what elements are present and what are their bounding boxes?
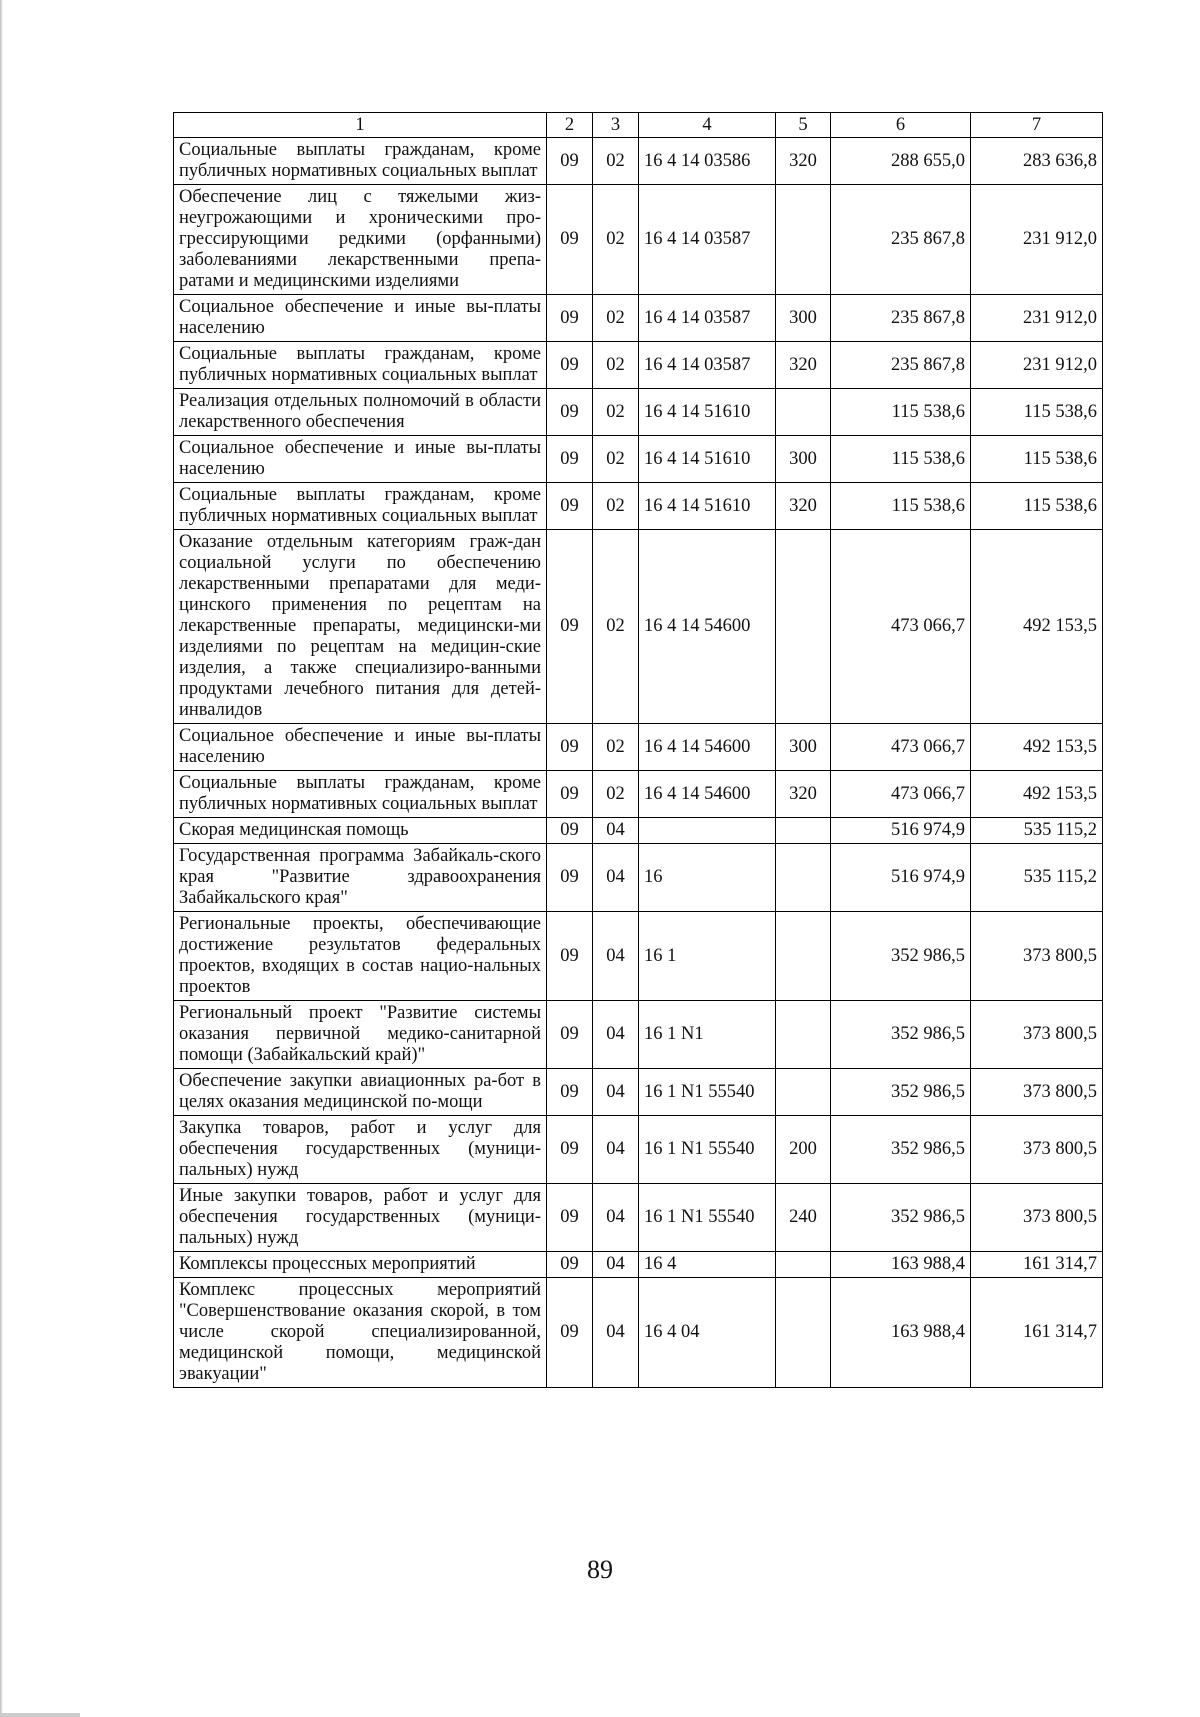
cell-amount-year2: 231 912,0 <box>971 295 1103 342</box>
cell-expense-type: 300 <box>776 295 831 342</box>
cell-section: 09 <box>547 818 593 844</box>
cell-section: 09 <box>547 342 593 389</box>
cell-section: 09 <box>547 1001 593 1069</box>
cell-target-code: 16 4 14 51610 <box>639 436 776 483</box>
cell-amount-year2: 492 153,5 <box>971 724 1103 771</box>
cell-section: 09 <box>547 185 593 295</box>
table-row <box>174 724 1103 771</box>
cell-amount-year1: 473 066,7 <box>831 771 971 818</box>
cell-section: 09 <box>547 1278 593 1388</box>
cell-expense-type: 320 <box>776 483 831 530</box>
cell-amount-year1: 352 986,5 <box>831 1069 971 1116</box>
cell-amount-year1: 352 986,5 <box>831 1116 971 1184</box>
cell-name: Социальное обеспечение и иные вы-платы населению <box>174 436 547 483</box>
cell-expense-type: 200 <box>776 1116 831 1184</box>
cell-target-code: 16 4 14 51610 <box>639 483 776 530</box>
cell-subsection: 04 <box>593 1184 639 1252</box>
cell-section: 09 <box>547 389 593 436</box>
cell-amount-year1: 235 867,8 <box>831 342 971 389</box>
table-row <box>174 185 1103 295</box>
cell-expense-type: 300 <box>776 436 831 483</box>
cell-amount-year1: 473 066,7 <box>831 724 971 771</box>
cell-target-code: 16 <box>639 844 776 912</box>
cell-amount-year1: 115 538,6 <box>831 436 971 483</box>
cell-name: Социальные выплаты гражданам, кроме публичных нормативных социальных выплат <box>174 138 547 185</box>
cell-section: 09 <box>547 1252 593 1278</box>
table-row <box>174 844 1103 912</box>
cell-subsection: 02 <box>593 342 639 389</box>
scan-edge <box>0 0 3 1717</box>
cell-subsection: 02 <box>593 295 639 342</box>
cell-expense-type <box>776 844 831 912</box>
cell-expense-type <box>776 185 831 295</box>
cell-name: Скорая медицинская помощь <box>174 818 547 844</box>
column-header: 7 <box>971 113 1103 138</box>
cell-amount-year2: 161 314,7 <box>971 1252 1103 1278</box>
cell-subsection: 04 <box>593 1069 639 1116</box>
cell-target-code: 16 4 04 <box>639 1278 776 1388</box>
cell-name: Социальное обеспечение и иные вы-платы населению <box>174 295 547 342</box>
cell-target-code: 16 4 14 54600 <box>639 724 776 771</box>
cell-subsection: 02 <box>593 389 639 436</box>
cell-subsection: 02 <box>593 138 639 185</box>
cell-amount-year1: 115 538,6 <box>831 483 971 530</box>
cell-subsection: 02 <box>593 185 639 295</box>
cell-target-code: 16 4 14 54600 <box>639 530 776 724</box>
cell-name: Региональный проект "Развитие системы оказания первичной медико-санитарной помощи (Забайкальский край)" <box>174 1001 547 1069</box>
cell-amount-year1: 352 986,5 <box>831 1184 971 1252</box>
cell-section: 09 <box>547 138 593 185</box>
cell-section: 09 <box>547 1069 593 1116</box>
table-header-row <box>174 113 1103 138</box>
cell-target-code: 16 4 14 51610 <box>639 389 776 436</box>
cell-subsection: 04 <box>593 818 639 844</box>
cell-target-code: 16 4 14 03587 <box>639 342 776 389</box>
cell-name: Социальное обеспечение и иные вы-платы населению <box>174 724 547 771</box>
cell-expense-type <box>776 912 831 1001</box>
cell-target-code: 16 1 N1 <box>639 1001 776 1069</box>
cell-section: 09 <box>547 1184 593 1252</box>
cell-section: 09 <box>547 436 593 483</box>
cell-expense-type <box>776 818 831 844</box>
cell-amount-year2: 115 538,6 <box>971 483 1103 530</box>
cell-amount-year2: 373 800,5 <box>971 1001 1103 1069</box>
table-row <box>174 912 1103 1001</box>
column-header: 3 <box>593 113 639 138</box>
cell-amount-year2: 231 912,0 <box>971 185 1103 295</box>
cell-amount-year2: 373 800,5 <box>971 1069 1103 1116</box>
table-row <box>174 1001 1103 1069</box>
budget-table <box>173 112 1103 1388</box>
cell-target-code: 16 1 <box>639 912 776 1001</box>
cell-name: Региональные проекты, обеспечивающие достижение результатов федеральных проектов, входящих в состав нацио-нальных проектов <box>174 912 547 1001</box>
cell-name: Обеспечение лиц с тяжелыми жиз-неугрожающими и хроническими про-грессирующими редкими (орфанными) заболеваниями лекарственными препа-ратами и медицинскими изделиями <box>174 185 547 295</box>
cell-section: 09 <box>547 771 593 818</box>
cell-expense-type <box>776 1278 831 1388</box>
cell-amount-year2: 492 153,5 <box>971 771 1103 818</box>
cell-amount-year1: 352 986,5 <box>831 912 971 1001</box>
cell-target-code <box>639 818 776 844</box>
page-number: 89 <box>587 1555 613 1584</box>
cell-amount-year2: 373 800,5 <box>971 1184 1103 1252</box>
cell-subsection: 04 <box>593 1001 639 1069</box>
cell-amount-year2: 283 636,8 <box>971 138 1103 185</box>
cell-expense-type <box>776 1069 831 1116</box>
cell-amount-year2: 161 314,7 <box>971 1278 1103 1388</box>
cell-target-code: 16 1 N1 55540 <box>639 1116 776 1184</box>
cell-expense-type: 320 <box>776 342 831 389</box>
cell-amount-year2: 231 912,0 <box>971 342 1103 389</box>
cell-target-code: 16 4 14 54600 <box>639 771 776 818</box>
table-row <box>174 1278 1103 1388</box>
cell-section: 09 <box>547 530 593 724</box>
table-row <box>174 1252 1103 1278</box>
cell-expense-type: 300 <box>776 724 831 771</box>
cell-name: Иные закупки товаров, работ и услуг для обеспечения государственных (муници-пальных) нужд <box>174 1184 547 1252</box>
cell-name: Оказание отдельным категориям граж-дан социальной услуги по обеспечению лекарственными препаратами для меди-цинского применения по рецептам на лекарственные препараты, медицински-ми изделиями по рецептам на медицин-ские изделия, а также специализиро-ванными продуктами лечебного питания для детей-инвалидов <box>174 530 547 724</box>
table-row <box>174 530 1103 724</box>
cell-section: 09 <box>547 295 593 342</box>
cell-name: Комплекс процессных мероприятий "Совершенствование оказания скорой, в том числе скорой специализированной, медицинской помощи, медицинской эвакуации" <box>174 1278 547 1388</box>
cell-expense-type: 320 <box>776 138 831 185</box>
cell-subsection: 02 <box>593 483 639 530</box>
cell-name: Государственная программа Забайкаль-ского края "Развитие здравоохранения Забайкальского края" <box>174 844 547 912</box>
cell-section: 09 <box>547 844 593 912</box>
table-row <box>174 1069 1103 1116</box>
cell-subsection: 02 <box>593 771 639 818</box>
column-header: 1 <box>174 113 547 138</box>
cell-target-code: 16 4 14 03587 <box>639 295 776 342</box>
cell-expense-type: 240 <box>776 1184 831 1252</box>
cell-amount-year2: 373 800,5 <box>971 912 1103 1001</box>
table-row <box>174 1184 1103 1252</box>
column-header: 6 <box>831 113 971 138</box>
table-row <box>174 483 1103 530</box>
cell-section: 09 <box>547 1116 593 1184</box>
cell-section: 09 <box>547 724 593 771</box>
cell-target-code: 16 4 14 03587 <box>639 185 776 295</box>
cell-amount-year1: 235 867,8 <box>831 295 971 342</box>
cell-subsection: 04 <box>593 844 639 912</box>
cell-subsection: 02 <box>593 436 639 483</box>
table-row <box>174 295 1103 342</box>
scan-artifact <box>0 1713 80 1717</box>
cell-name: Комплексы процессных мероприятий <box>174 1252 547 1278</box>
cell-amount-year2: 115 538,6 <box>971 389 1103 436</box>
cell-name: Социальные выплаты гражданам, кроме публичных нормативных социальных выплат <box>174 342 547 389</box>
table-row <box>174 138 1103 185</box>
cell-target-code: 16 4 <box>639 1252 776 1278</box>
cell-name: Закупка товаров, работ и услуг для обеспечения государственных (муници-пальных) нужд <box>174 1116 547 1184</box>
table-row <box>174 1116 1103 1184</box>
table-row <box>174 771 1103 818</box>
cell-amount-year1: 163 988,4 <box>831 1252 971 1278</box>
cell-amount-year2: 373 800,5 <box>971 1116 1103 1184</box>
cell-amount-year1: 288 655,0 <box>831 138 971 185</box>
cell-amount-year1: 473 066,7 <box>831 530 971 724</box>
cell-name: Обеспечение закупки авиационных ра-бот в целях оказания медицинской по-мощи <box>174 1069 547 1116</box>
cell-name: Реализация отдельных полномочий в области лекарственного обеспечения <box>174 389 547 436</box>
column-header: 5 <box>776 113 831 138</box>
table-row <box>174 342 1103 389</box>
cell-amount-year2: 535 115,2 <box>971 818 1103 844</box>
cell-expense-type <box>776 1001 831 1069</box>
cell-section: 09 <box>547 912 593 1001</box>
cell-amount-year1: 163 988,4 <box>831 1278 971 1388</box>
cell-amount-year1: 352 986,5 <box>831 1001 971 1069</box>
table-body <box>174 138 1103 1388</box>
cell-amount-year1: 516 974,9 <box>831 844 971 912</box>
cell-section: 09 <box>547 483 593 530</box>
cell-subsection: 02 <box>593 724 639 771</box>
cell-target-code: 16 1 N1 55540 <box>639 1069 776 1116</box>
column-header: 2 <box>547 113 593 138</box>
table-row <box>174 389 1103 436</box>
table-row <box>174 818 1103 844</box>
cell-target-code: 16 1 N1 55540 <box>639 1184 776 1252</box>
cell-expense-type <box>776 1252 831 1278</box>
cell-target-code: 16 4 14 03586 <box>639 138 776 185</box>
cell-amount-year2: 535 115,2 <box>971 844 1103 912</box>
column-header: 4 <box>639 113 776 138</box>
cell-subsection: 02 <box>593 530 639 724</box>
cell-name: Социальные выплаты гражданам, кроме публичных нормативных социальных выплат <box>174 483 547 530</box>
cell-subsection: 04 <box>593 912 639 1001</box>
cell-amount-year1: 115 538,6 <box>831 389 971 436</box>
cell-expense-type <box>776 530 831 724</box>
cell-expense-type <box>776 389 831 436</box>
cell-amount-year2: 115 538,6 <box>971 436 1103 483</box>
cell-subsection: 04 <box>593 1278 639 1388</box>
cell-expense-type: 320 <box>776 771 831 818</box>
cell-name: Социальные выплаты гражданам, кроме публичных нормативных социальных выплат <box>174 771 547 818</box>
table-row <box>174 436 1103 483</box>
cell-subsection: 04 <box>593 1116 639 1184</box>
cell-subsection: 04 <box>593 1252 639 1278</box>
cell-amount-year1: 235 867,8 <box>831 185 971 295</box>
cell-amount-year1: 516 974,9 <box>831 818 971 844</box>
cell-amount-year2: 492 153,5 <box>971 530 1103 724</box>
